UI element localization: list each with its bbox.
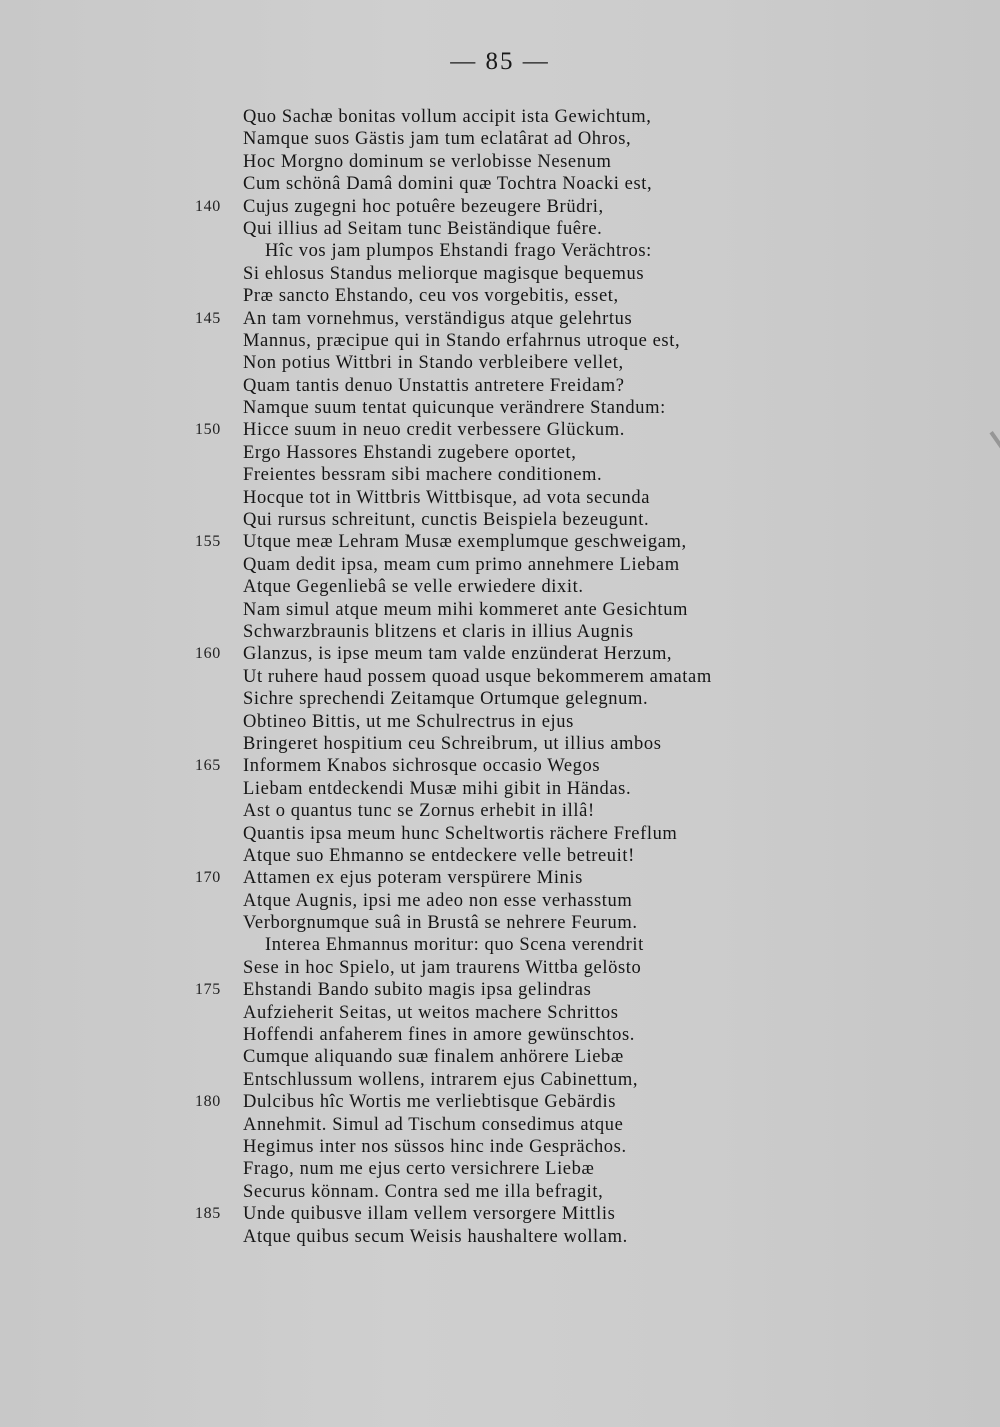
line-text: Cum schönâ Damâ domini quæ Tochtra Noacki est, <box>243 174 653 195</box>
line-text: Nam simul atque meum mihi kommeret ante Gesichtum <box>243 599 689 620</box>
poem-line <box>195 845 955 867</box>
line-text: Obtineo Bittis, ut me Schulrectrus in ejus <box>243 711 574 732</box>
poem-line <box>195 285 955 307</box>
line-text: Aufzieherit Seitas, ut weitos machere Schrittos <box>243 1002 619 1023</box>
poem-lines <box>195 106 955 1248</box>
poem-line <box>195 1158 955 1180</box>
line-text: Ehstandi Bando subito magis ipsa gelindras <box>243 980 592 1001</box>
line-number: 175 <box>195 981 221 999</box>
poem-line <box>195 263 955 285</box>
line-text: Utque meæ Lehram Musæ exemplumque geschweigam, <box>243 532 687 553</box>
line-text: Informem Knabos sichrosque occasio Wegos <box>243 756 601 777</box>
poem-line <box>195 308 955 330</box>
poem-line <box>195 733 955 755</box>
line-text: Mannus, præcipue qui in Stando erfahrnus utroque est, <box>243 330 681 351</box>
line-number: 165 <box>195 757 221 775</box>
line-text: Ergo Hassores Ehstandi zugebere oportet, <box>243 442 577 463</box>
line-number: 145 <box>195 309 221 327</box>
poem-line <box>195 173 955 195</box>
line-text: Non potius Wittbri in Stando verbleibere vellet, <box>243 353 624 374</box>
poem-line <box>195 1181 955 1203</box>
line-text: Hocque tot in Wittbris Wittbisque, ad vota secunda <box>243 487 651 508</box>
line-text: Namque suos Gästis jam tum eclatârat ad Ohros, <box>243 129 632 150</box>
poem-line <box>195 1046 955 1068</box>
line-number: 155 <box>195 533 221 551</box>
poem-line <box>195 196 955 218</box>
poem-line <box>195 755 955 777</box>
poem-line <box>195 375 955 397</box>
line-text: Verborgnumque suâ in Brustâ se nehrere Feurum. <box>243 913 638 934</box>
line-text: Quam tantis denuo Unstattis antretere Freidam? <box>243 375 625 396</box>
poem-line <box>195 666 955 688</box>
line-number: 180 <box>195 1093 221 1111</box>
line-text: Quantis ipsa meum hunc Scheltwortis rächere Freflum <box>243 823 678 844</box>
margin-mark <box>989 431 1000 453</box>
line-text: Hoffendi anfaherem fines in amore gewünschtos. <box>243 1025 635 1046</box>
poem-line <box>195 800 955 822</box>
line-text: Unde quibusve illam vellem versorgere Mittlis <box>243 1204 616 1225</box>
poem-line <box>195 778 955 800</box>
poem-line <box>195 576 955 598</box>
line-text: Atque suo Ehmanno se entdeckere velle betreuit! <box>243 845 635 866</box>
poem-line <box>195 218 955 240</box>
line-text: Qui illius ad Seitam tunc Beiständique fuêre. <box>243 218 603 239</box>
line-text: Sese in hoc Spielo, ut jam traurens Wittba gelösto <box>243 957 642 978</box>
poem-line <box>195 823 955 845</box>
line-text: Cumque aliquando suæ finalem anhörere Liebæ <box>243 1047 624 1068</box>
poem-line <box>195 912 955 934</box>
line-text: Hîc vos jam plumpos Ehstandi frago Verächtros: <box>265 241 652 262</box>
line-text: Cujus zugegni hoc potuêre bezeugere Brüdri, <box>243 196 604 217</box>
line-text: Schwarzbraunis blitzens et claris in illius Augnis <box>243 621 634 642</box>
line-number: 170 <box>195 869 221 887</box>
poem-line <box>195 1024 955 1046</box>
poem-line <box>195 464 955 486</box>
line-number: 185 <box>195 1205 221 1223</box>
poem-line <box>195 1203 955 1225</box>
line-text: Liebam entdeckendi Musæ mihi gibit in Händas. <box>243 778 632 799</box>
poem-line <box>195 419 955 441</box>
poem-line <box>195 1002 955 1024</box>
poem-line <box>195 1069 955 1091</box>
poem-line <box>195 240 955 262</box>
line-number: 150 <box>195 421 221 439</box>
line-text: Atque Gegenliebâ se velle erwiedere dixit. <box>243 577 584 598</box>
poem-line <box>195 688 955 710</box>
line-text: Atque Augnis, ipsi me adeo non esse verhasstum <box>243 890 633 911</box>
poem-line <box>195 531 955 553</box>
poem-line <box>195 487 955 509</box>
line-text: Bringeret hospitium ceu Schreibrum, ut illius ambos <box>243 733 662 754</box>
poem-line <box>195 128 955 150</box>
poem-line <box>195 106 955 128</box>
poem-line <box>195 957 955 979</box>
poem-line <box>195 890 955 912</box>
line-text: Atque quibus secum Weisis haushaltere wollam. <box>243 1226 628 1247</box>
poem-line <box>195 330 955 352</box>
poem-line <box>195 621 955 643</box>
poem-line <box>195 151 955 173</box>
line-number: 140 <box>195 197 221 215</box>
line-text: An tam vornehmus, verständigus atque gelehrtus <box>243 308 633 329</box>
line-text: Quam dedit ipsa, meam cum primo annehmere Liebam <box>243 554 680 575</box>
poem-line <box>195 509 955 531</box>
line-text: Quo Sachæ bonitas vollum accipit ista Gewichtum, <box>243 107 652 127</box>
poem-line <box>195 599 955 621</box>
poem-line <box>195 643 955 665</box>
line-text: Glanzus, is ipse meum tam valde enzünderat Herzum, <box>243 644 673 665</box>
poem-line <box>195 934 955 956</box>
line-text: Ast o quantus tunc se Zornus erhebit in illâ! <box>243 801 595 822</box>
poem-line <box>195 352 955 374</box>
line-text: Frago, num me ejus certo versichrere Liebæ <box>243 1159 595 1180</box>
line-text: Qui rursus schreitunt, cunctis Beispiela bezeugunt. <box>243 510 650 531</box>
poem-line <box>195 1136 955 1158</box>
line-text: Ut ruhere haud possem quoad usque bekommerem amatam <box>243 666 712 687</box>
line-text: Hegimus inter nos süssos hinc inde Gesprächos. <box>243 1136 627 1157</box>
poem-line <box>195 1091 955 1113</box>
line-text: Sichre sprechendi Zeitamque Ortumque gelegnum. <box>243 689 649 710</box>
poem-line <box>195 554 955 576</box>
line-text: Si ehlosus Standus meliorque magisque bequemus <box>243 263 645 284</box>
line-number: 160 <box>195 645 221 663</box>
poem-line <box>195 1114 955 1136</box>
line-text: Hicce suum in neuo credit verbessere Glückum. <box>243 420 625 441</box>
line-text: Attamen ex ejus poteram verspürere Minis <box>243 868 583 889</box>
line-text: Præ sancto Ehstando, ceu vos vorgebitis, esset, <box>243 286 619 307</box>
poem-line <box>195 711 955 733</box>
line-text: Freientes bessram sibi machere conditionem. <box>243 465 603 486</box>
line-text: Securus könnam. Contra sed me illa befragit, <box>243 1181 604 1202</box>
poem-line <box>195 397 955 419</box>
line-text: Hoc Morgno dominum se verlobisse Nesenum <box>243 151 612 172</box>
line-text: Entschlussum wollens, intrarem ejus Cabinettum, <box>243 1069 639 1090</box>
line-text: Dulcibus hîc Wortis me verliebtisque Gebärdis <box>243 1092 616 1113</box>
line-text: Annehmit. Simul ad Tischum consedimus atque <box>243 1114 624 1135</box>
poem-line <box>195 979 955 1001</box>
poem-line <box>195 1226 955 1248</box>
page-number: — 85 — <box>450 48 550 75</box>
line-text: Namque suum tentat quicunque verändrere Standum: <box>243 398 666 419</box>
poem-line <box>195 442 955 464</box>
line-text: Interea Ehmannus moritur: quo Scena verendrit <box>265 935 644 956</box>
poem-line <box>195 867 955 889</box>
